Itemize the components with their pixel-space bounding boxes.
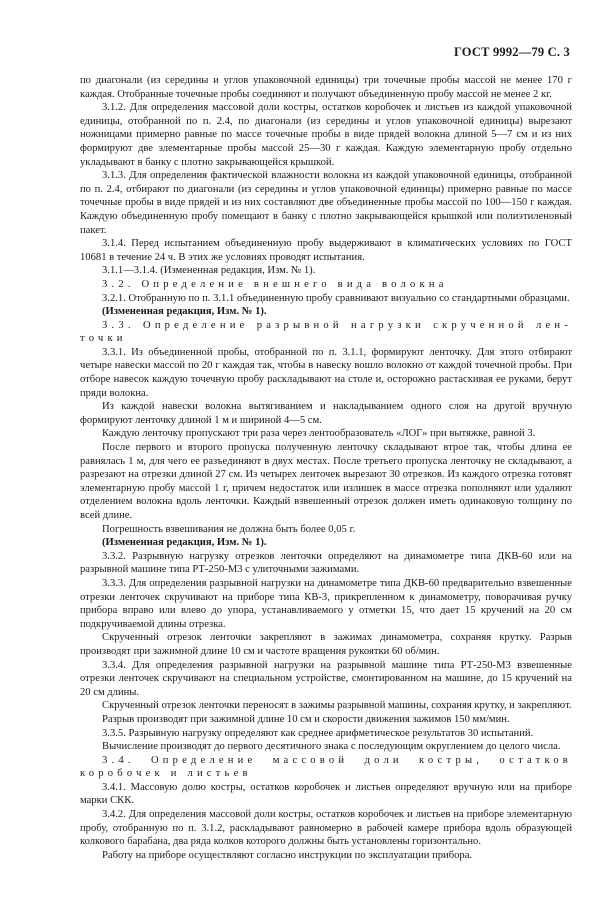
paragraph-p24: 3.4. Определение массовой доли костры, остатков коробочек и листьев [80,754,572,780]
paragraph-p2: 3.1.2. Для определения массовой доли костры, остатков коробочек и листьев из каждой упаковочной единицы, отобранной по п. 2.4, по диагонали (из середины и углов упаковочной единицы) вырезают ножницами примерно равные по массе точечные пробы в виде прядей волокна длиной 5—7 см и из них формируют две элементарные пробы массой 25—30 г каждая. Каждую элементарную пробу отдельно укладывают в банку с плотно закрывающейся крышкой. [80,102,572,168]
paragraph-p12: Каждую ленточку пропускают три раза через лентообразователь «ЛОГ» при вытяжке, равной 3. [102,428,536,440]
paragraph-p1: по диагонали (из середины и углов упаковочной единицы) три точечные пробы массой не менее 170 г каждая. Отобранные точечные пробы соединяют и получают объединенную пробу массой не менее 2 кг. [80,75,572,100]
paragraph-p3: 3.1.3. Для определения фактической влажности волокна из каждой упаковочной единицы, отобранной по п. 2.4, отбирают по диагонали (из середины и углов упаковочной единицы) примерно равные по массе точечные пробы в виде прядей и из них составляют две объединенные пробы массой по 100—150 г каждая. Каждую объединенную пробу помещают в банку с плотно закрывающейся крышкой или полиэтиленовый пакет. [80,170,572,236]
paragraph-p9: 3.3. Определение разрывной нагрузки скрученной лен-точки [80,319,572,345]
paragraph-p10: 3.3.1. Из объединенной пробы, отобранной по п. 3.1.1, формируют ленточку. Для этого отбирают четыре навески массой по 20 г каждая так, чтобы в навеску вошло волокно от каждой точечной пробы. При отборе навесок каждую точечную пробу раскладывают на столе и, осторожно растаскивая ее руками, берут пряди волокна. [80,346,572,399]
paragraph-p20: Скрученный отрезок ленточки переносят в зажимы разрывной машины, сохраняя крутку, и закрепляют. [102,700,572,712]
paragraph-p22: 3.3.5. Разрывную нагрузку определяют как среднее арифметическое результатов 30 испытаний. [102,727,534,739]
paragraph-p27: Работу на приборе осуществляют согласно инструкции по эксплуатации прибора. [102,849,473,861]
paragraph-p4: 3.1.4. Перед испытанием объединенную пробу выдерживают в климатических условиях по ГОСТ 10681 в течение 24 ч. В этих же условиях проводят испытания. [80,238,572,263]
page-header: ГОСТ 9992—79 С. 3 [453,45,570,59]
paragraph-p11: Из каждой навески волокна вытягиванием и накладыванием одного слоя на другой вручную формируют ленточку длиной 1 м и шириной 4—5 см. [80,401,572,426]
paragraph-p15: (Измененная редакция, Изм. № 1). [102,537,267,549]
paragraph-p18: Скрученный отрезок ленточки закрепляют в зажимах динамометра, сохраняя крутку. Разрыв производят при зажимной длине 10 см и частоте вращения рукоятки 60 об/мин. [80,632,572,657]
paragraph-p17: 3.3.3. Для определения разрывной нагрузки на динамометре типа ДКВ-60 предварительно взвешенные отрезки ленточек скручивают на приборе типа КВ-3, прикрепленном к динамометру, поворачивая ручку прибора вправо или влево до упора, устанавливаемого у отметки 15, что дает 15 кручений на 20 см подкручиваемой длины отрезка. [80,577,572,630]
paragraph-p14: Погрешность взвешивания не должна быть более 0,05 г. [102,523,356,535]
paragraph-p13: После первого и второго пропуска полученную ленточку складывают втрое так, чтобы длина ее равнялась 1 м, для чего ее разъединяют в двух местах. После третьего пропуска ленточку не складывают, а разрезают на отрезки длиной 27 см. Из четырех ленточек вырезают 30 отрезков. Из каждого отрезка готовят элементарную пробу массой 1 г, причем недостаток или излишек в массе отрезка пополняют или удаляют отделением волокна вдоль ленточки. Каждый взвешенный отрезок должен иметь одинаковую толщину по всей длине. [80,442,572,521]
paragraph-p23: Вычисление производят до первого десятичного знака с последующим округлением до целого числа. [102,741,561,753]
paragraph-p16: 3.3.2. Разрывную нагрузку отрезков ленточки определяют на динамометре типа ДКВ-60 или на разрывной машине типа РТ-250-М3 с улиточными зажимами. [80,550,572,576]
document-body [80,74,572,862]
paragraph-p25: 3.4.1. Массовую долю костры, остатков коробочек и листьев определяют вручную или на приборе марки СКК. [80,781,572,807]
paragraph-p6: 3.2. Определение внешнего вида волокна [102,278,448,290]
paragraph-p19: 3.3.4. Для определения разрывной нагрузки на разрывной машине типа РТ-250-М3 взвешенные отрезки ленточек скручивают на специальном устройстве, смонтированном на машине, до 15 кручений на 20 см длины. [80,659,572,698]
paragraph-p5: 3.1.1—3.1.4. (Измененная редакция, Изм. № 1). [102,265,316,277]
paragraph-p8: (Измененная редакция, Изм. № 1). [102,306,267,318]
paragraph-p21: Разрыв производят при зажимной длине 10 см и скорости движения зажимов 150 мм/мин. [102,713,510,725]
paragraph-p26: 3.4.2. Для определения массовой доли костры, остатков коробочек и листьев на приборе элементарную пробу, отобранную по п. 3.1.2, раскладывают равномерно в рабочей камере прибора вдоль образующей колкового барабана, два ряда колков которого должны быть установлены горизонтально. [80,809,572,848]
paragraph-p7: 3.2.1. Отобранную по п. 3.1.1 объединенную пробу сравнивают визуально со стандартными образцами. [102,292,570,304]
